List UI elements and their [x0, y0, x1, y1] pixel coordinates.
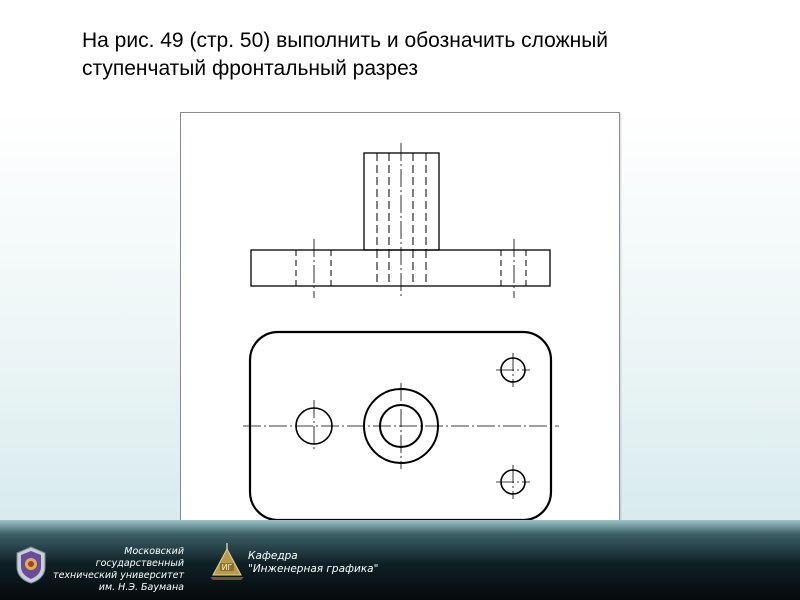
university-name-line-2: технический университет [53, 570, 184, 581]
hidden-lines-boss [377, 153, 426, 286]
university-name-line-1: Московский государственный [95, 546, 184, 569]
university-crest-icon [14, 545, 48, 585]
department-logo-letters: ИГ [221, 563, 233, 572]
center-lines-top [243, 353, 559, 499]
top-view [243, 332, 559, 520]
technical-drawing [180, 112, 620, 532]
front-view [251, 143, 550, 298]
department-name [248, 550, 408, 576]
slide-title-line-1: На рис. 49 (стр. 50) выполнить и обозначить сложный [82, 29, 609, 52]
slide-title [82, 27, 722, 83]
drawing-canvas [181, 113, 619, 531]
department-logo-icon [208, 541, 246, 581]
department-name-line-2: "Инженерная графика" [248, 563, 379, 575]
university-name-line-3: им. Н.Э. Баумана [98, 582, 184, 593]
boss-outline [364, 153, 439, 250]
hidden-lines-holes [296, 250, 526, 286]
center-lines-front [314, 143, 514, 298]
department-name-line-1: Кафедра [248, 550, 298, 562]
university-name [50, 546, 184, 594]
slide-title-line-2: ступенчатый фронтальный разрез [82, 57, 418, 80]
